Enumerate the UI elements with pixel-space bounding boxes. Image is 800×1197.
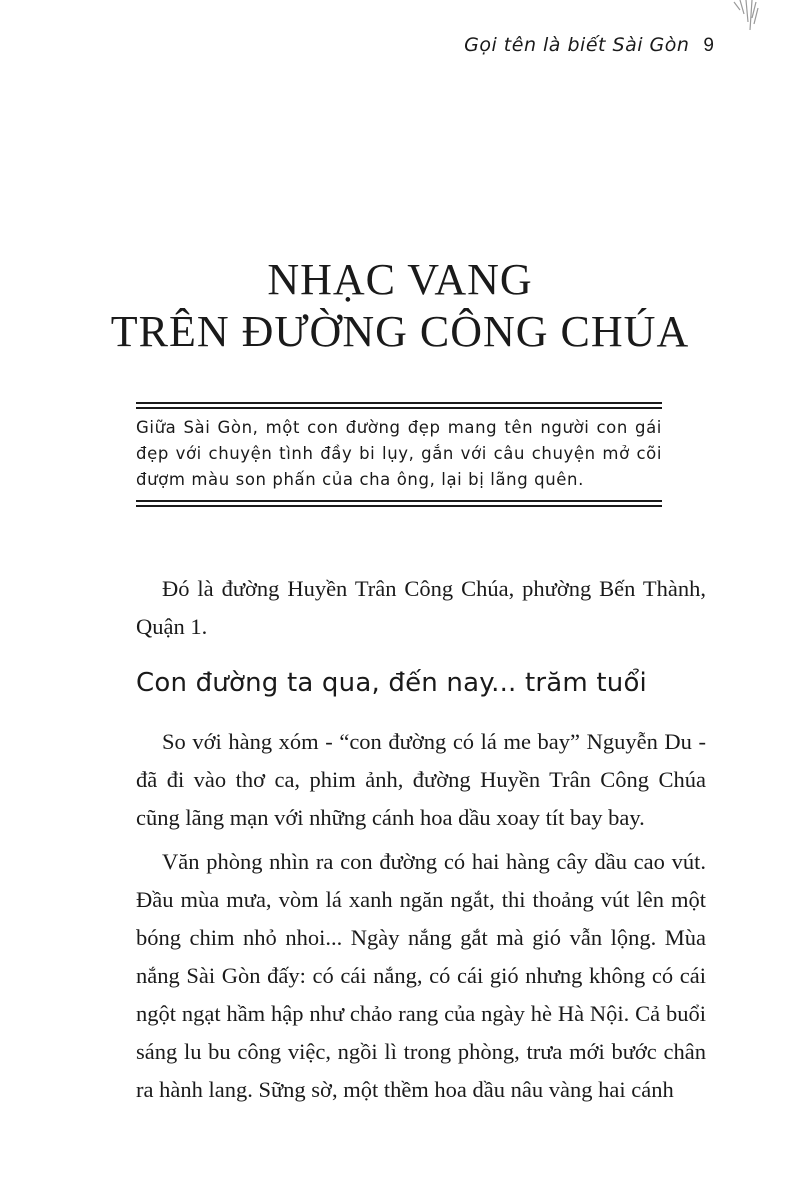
body-paragraph: Đó là đường Huyền Trân Công Chúa, phường Bến Thành, Quận 1. bbox=[136, 576, 706, 639]
epigraph: Giữa Sài Gòn, một con đường đẹp mang tên người con gái đẹp với chuyện tình đầy bi lụy, gắn với câu chuyện mở cõi đượm màu son phấn của cha ông, lại bị lãng quên. bbox=[136, 418, 662, 489]
chapter-title-line-1: NHẠC VANG bbox=[267, 255, 533, 304]
running-header bbox=[464, 34, 714, 57]
body-paragraph: So với hàng xóm - “con đường có lá me bay” Nguyễn Du - đã đi vào thơ ca, phim ảnh, đường Huyền Trân Công Chúa cũng lãng mạn với những cánh hoa dầu xoay tít bay bay. bbox=[136, 729, 706, 830]
chapter-title bbox=[0, 254, 800, 358]
body-paragraph: Văn phòng nhìn ra con đường có hai hàng cây dầu cao vút. Đầu mùa mưa, vòm lá xanh ngăn ngắt, thi thoảng vút lên một bóng chim nhỏ nhoi... Ngày nắng gắt mà gió vẫn lộng. Mùa nắng Sài Gòn đấy: có cái nắng, có cái gió nhưng không có cái ngột ngạt hầm hập như chảo rang của ngày hè Hà Nội. Cả buổi sáng lu bu công việc, ngồi lì trong phòng, trưa mới bước chân ra hành lang. Sững sờ, một thềm hoa dầu nâu vàng hai cánh bbox=[136, 849, 706, 1102]
running-title: Gọi tên là biết Sài Gòn bbox=[464, 34, 690, 56]
epigraph-top-rule bbox=[136, 402, 662, 409]
page-number: 9 bbox=[703, 35, 714, 56]
section-heading: Con đường ta qua, đến nay... trăm tuổi bbox=[136, 668, 647, 698]
epigraph-bottom-rule bbox=[136, 500, 662, 507]
chapter-title-line-2: TRÊN ĐƯỜNG CÔNG CHÚA bbox=[110, 307, 690, 356]
